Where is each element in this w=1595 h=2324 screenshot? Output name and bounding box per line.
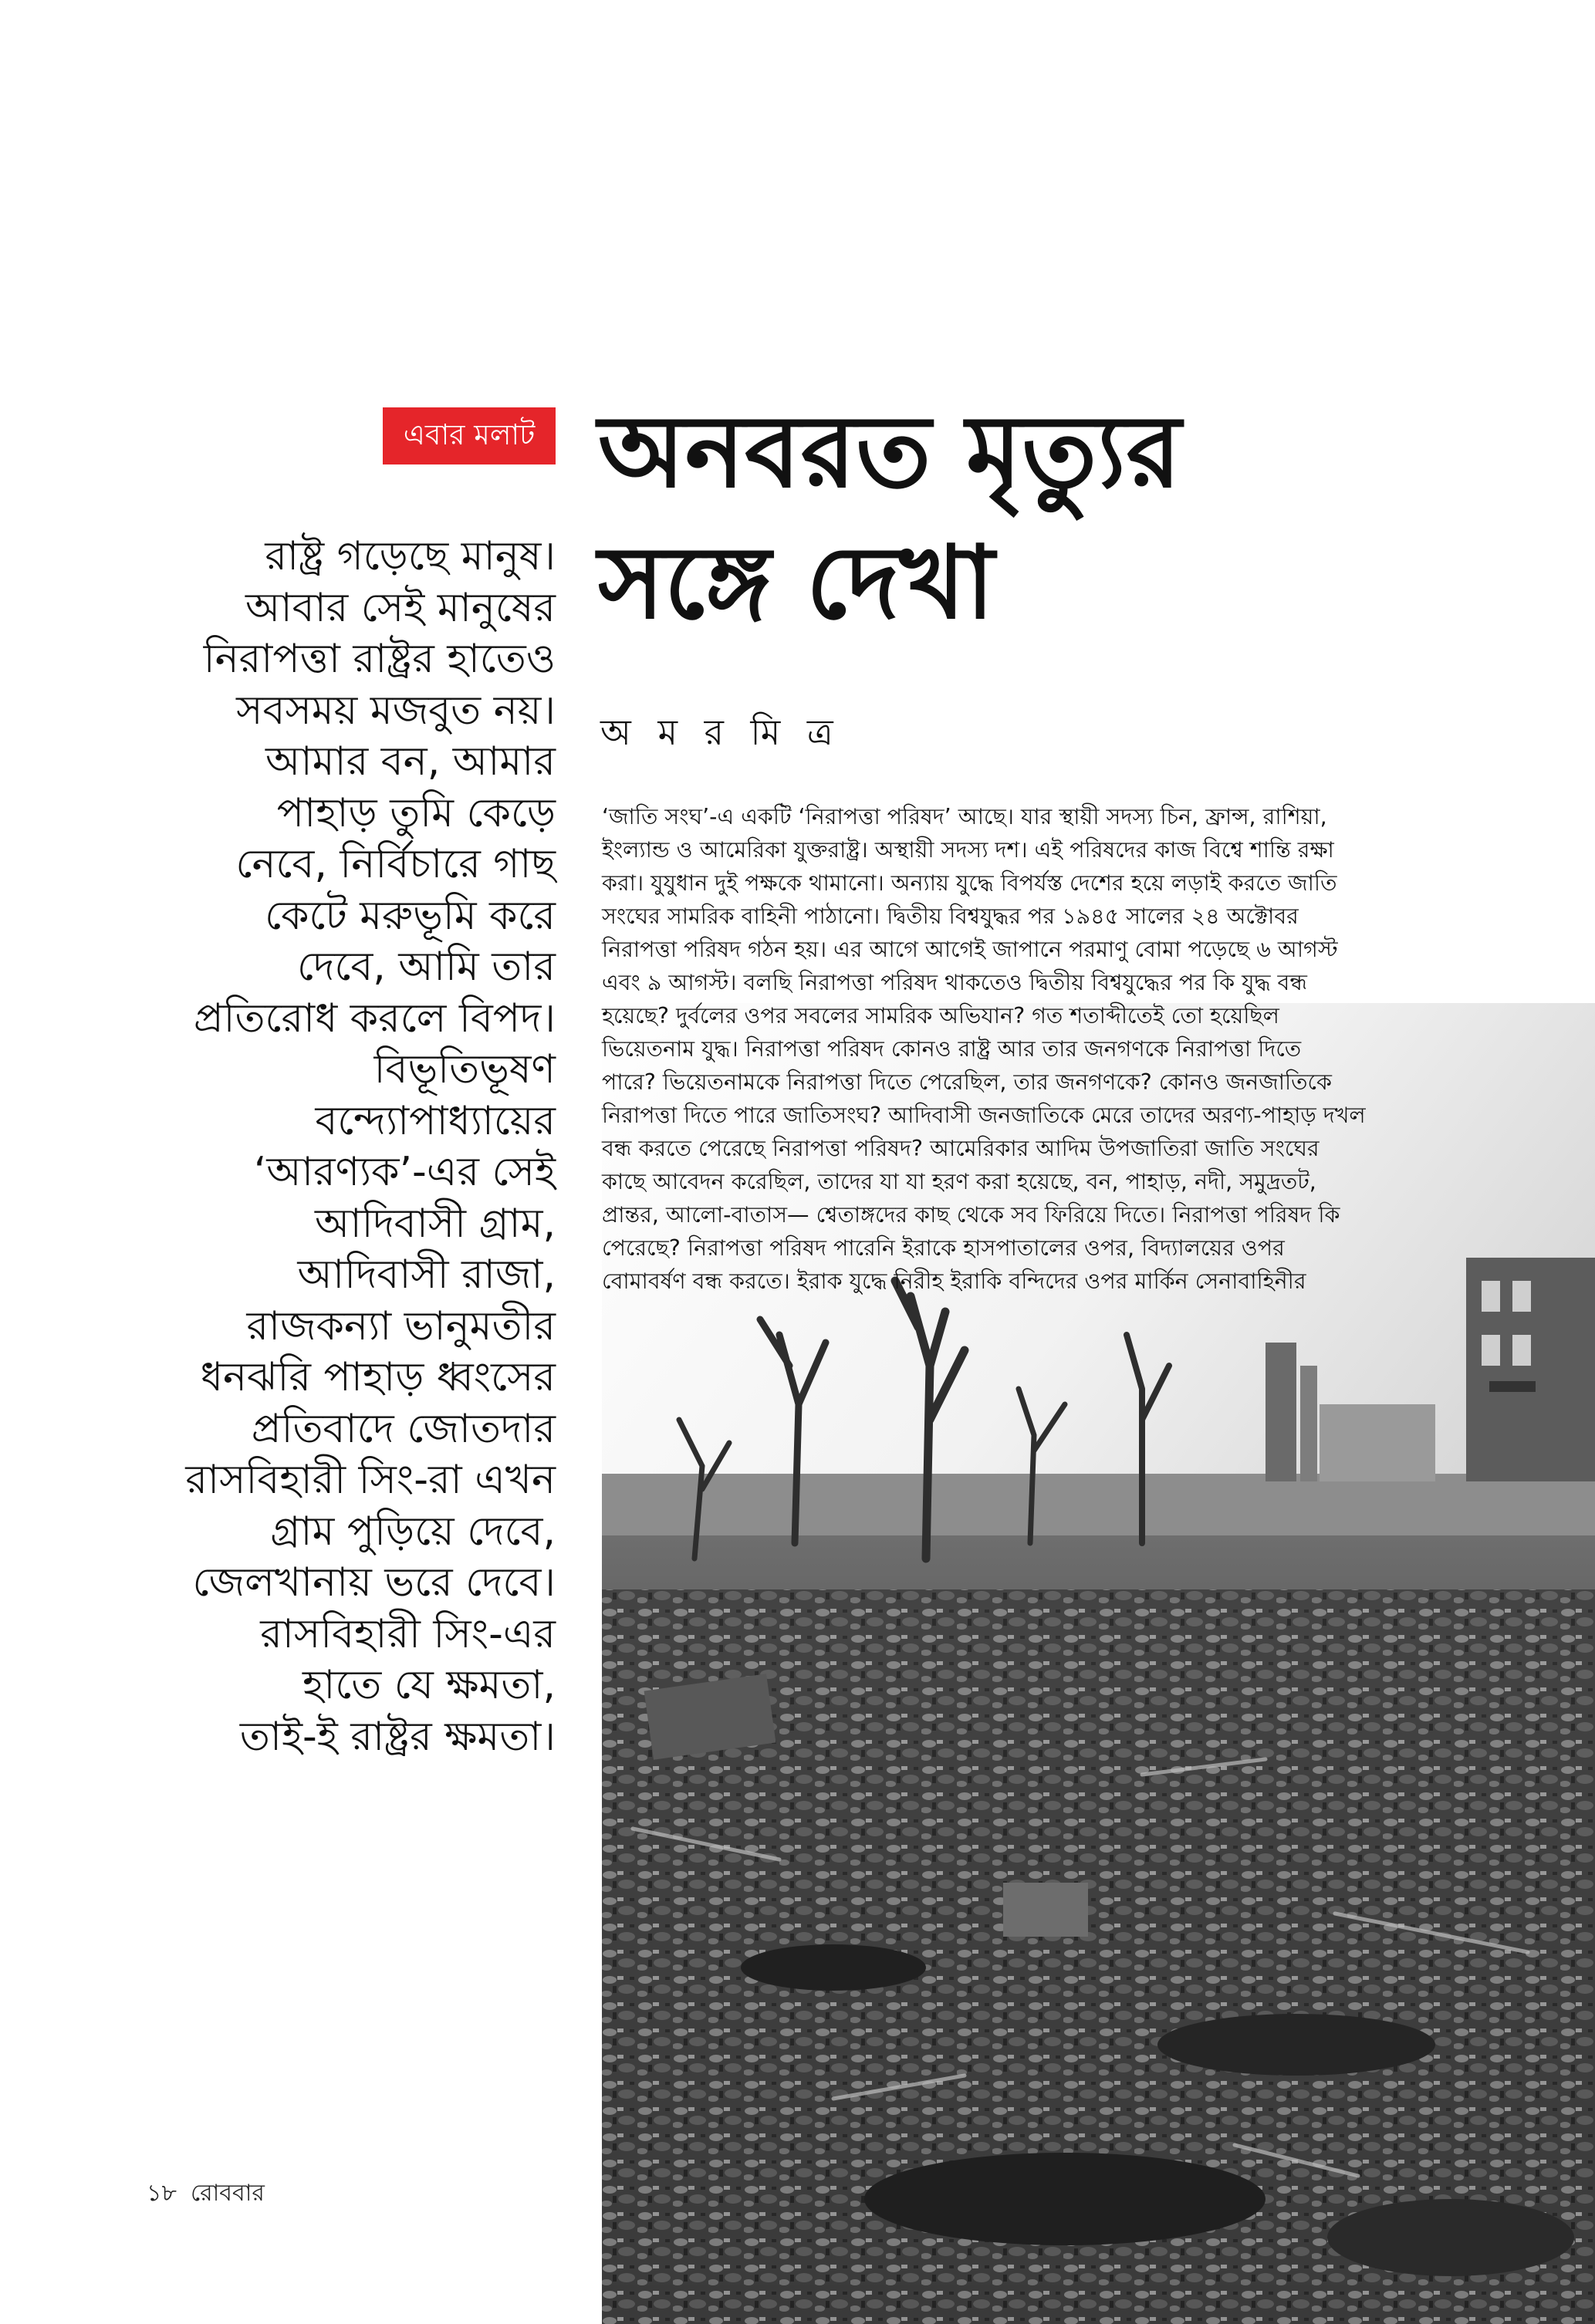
pull-quote-line: পাহাড় তুমি কেড়ে — [276, 789, 556, 836]
body-line: ইংল্যান্ড ও আমেরিকা যুক্তরাষ্ট্র। অস্থায়ী সদস্য দশ। এই পরিষদের কাজ বিশ্বে শান্তি রক্ষা — [602, 837, 1334, 863]
pull-quote-line: ধনঝরি পাহাড় ধ্বংসের — [200, 1354, 556, 1400]
headline-line-1: অনবরত মৃত্যুর — [598, 392, 1181, 510]
body-line: পেরেছে? নিরাপত্তা পরিষদ পারেনি ইরাকে হাসপাতালের ওপর, বিদ্যালয়ের ওপর — [602, 1235, 1285, 1261]
pull-quote-line: হাতে যে ক্ষমতা, — [302, 1662, 556, 1708]
article-body — [602, 800, 1443, 1298]
pull-quote-line: নিরাপত্তা রাষ্ট্রর হাতেও — [203, 636, 556, 682]
body-line: সংঘের সামরিক বাহিনী পাঠানো। দ্বিতীয় বিশ্বযুদ্ধর পর ১৯৪৫ সালের ২৪ অক্টোবর — [602, 904, 1299, 929]
body-line: হয়েছে? দুর্বলের ওপর সবলের সামরিক অভিযান? গত শতাব্দীতেই তো হয়েছিল — [602, 1003, 1279, 1029]
body-line: ‘জাতি সংঘ’-এ একটি ‘নিরাপত্তা পরিষদ’ আছে। যার স্থায়ী সদস্য চিন, ফ্রান্স, রাশিয়া, — [602, 804, 1327, 829]
pull-quote — [147, 531, 556, 1762]
pull-quote-line: বন্দ্যোপাধ্যায়ের — [315, 1097, 556, 1144]
pull-quote-line: আমার বন, আমার — [265, 738, 556, 785]
pull-quote-line: দেবে, আমি তার — [297, 944, 556, 990]
body-line: পারে? ভিয়েতনামকে নিরাপত্তা দিতে পেরেছিল, তার জনগণকে? কোনও জনজাতিকে — [602, 1069, 1332, 1095]
pull-quote-line: রাষ্ট্র গড়েছে মানুষ। — [265, 533, 556, 579]
body-line: এবং ৯ আগস্ট। বলছি নিরাপত্তা পরিষদ থাকতেও দ্বিতীয় বিশ্বযুদ্ধের পর কি যুদ্ধ বন্ধ — [602, 970, 1307, 995]
body-line: বোমাবর্ষণ বন্ধ করতে। ইরাক যুদ্ধে নিরীহ ইরাকি বন্দিদের ওপর মার্কিন সেনাবাহিনীর — [602, 1268, 1306, 1294]
pull-quote-line: আবার সেই মানুষের — [245, 584, 556, 631]
body-line: নিরাপত্তা পরিষদ গঠন হয়। এর আগে আগেই জাপানে পরমাণু বোমা পড়েছে ৬ আগস্ট — [602, 937, 1338, 962]
pull-quote-line: নেবে, নির্বিচারে গাছ — [235, 841, 556, 887]
body-line: নিরাপত্তা দিতে পারে জাতিসংঘ? আদিবাসী জনজাতিকে মেরে তাদের অরণ্য-পাহাড় দখল — [602, 1103, 1366, 1128]
pull-quote-line: রাজকন্যা ভানুমতীর — [246, 1302, 556, 1349]
publication-name: রোববার — [190, 2180, 265, 2207]
pull-quote-line: ‘আরণ্যক’-এর সেই — [253, 1149, 556, 1195]
page-number: ১৮ — [147, 2180, 177, 2207]
body-line: বন্ধ করতে পেরেছে নিরাপত্তা পরিষদ? আমেরিকার আদিম উপজাতিরা জাতি সংঘের — [602, 1136, 1320, 1161]
body-line: প্রান্তর, আলো-বাতাস— শ্বেতাঙ্গদের কাছ থেকে সব ফিরিয়ে দিতে। নিরাপত্তা পরিষদ কি — [602, 1202, 1340, 1228]
section-tag: এবার মলাট — [383, 407, 556, 464]
pull-quote-line: জেলখানায় ভরে দেবে। — [192, 1559, 556, 1606]
pull-quote-line: প্রতিরোধ করলে বিপদ। — [193, 995, 556, 1042]
headline — [598, 386, 1555, 648]
pull-quote-line: আদিবাসী গ্রাম, — [314, 1200, 556, 1247]
pull-quote-line: বিভূতিভূষণ — [373, 1046, 556, 1093]
pull-quote-line: তাই-ই রাষ্ট্রর ক্ষমতা। — [239, 1713, 556, 1760]
pull-quote-line: রাসবিহারী সিং-রা এখন — [185, 1457, 556, 1503]
body-line: ভিয়েতনাম যুদ্ধ। নিরাপত্তা পরিষদ কোনও রাষ্ট্র আর তার জনগণকে নিরাপত্তা দিতে — [602, 1036, 1302, 1062]
author-byline: অ ম র মি ত্র — [600, 711, 841, 753]
pull-quote-line: প্রতিবাদে জোতদার — [251, 1405, 556, 1452]
page-footer — [147, 2174, 279, 2214]
body-line: করা। যুযুধান দুই পক্ষকে থামানো। অন্যায় যুদ্ধে বিপর্যস্ত দেশের হয়ে লড়াই করতে জাতি — [602, 870, 1337, 896]
body-line: কাছে আবেদন করেছিল, তাদের যা যা হরণ করা হয়েছে, বন, পাহাড়, নদী, সমুদ্রতট, — [602, 1169, 1316, 1194]
headline-line-2: সঙ্গে দেখা — [598, 523, 995, 641]
pull-quote-line: গ্রাম পুড়িয়ে দেবে, — [270, 1508, 556, 1555]
pull-quote-line: আদিবাসী রাজা, — [297, 1252, 556, 1298]
pull-quote-line: কেটে মরুভূমি করে — [265, 892, 556, 939]
pull-quote-line: সবসময় মজবুত নয়। — [236, 687, 556, 734]
pull-quote-line: রাসবিহারী সিং-এর — [260, 1610, 556, 1657]
